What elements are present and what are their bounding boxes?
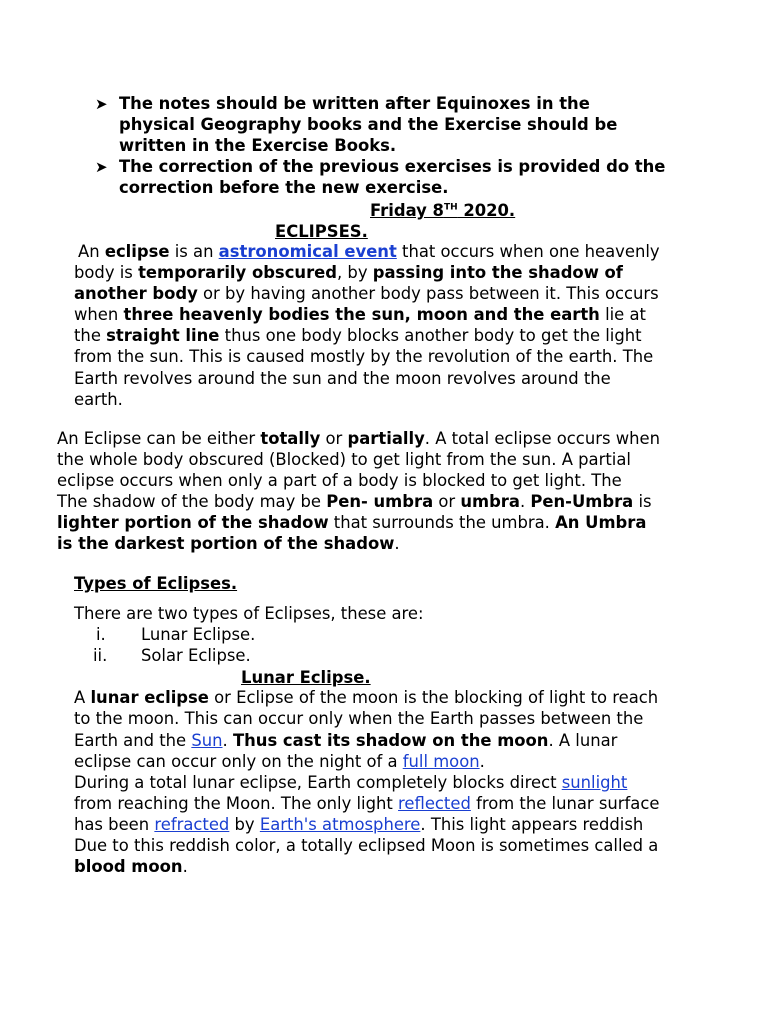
lunar-line-9: blood moon. [74,857,188,876]
sun-link[interactable]: Sun [191,731,223,750]
lunar-line-3: Earth and the Sun. Thus cast its shadow on the moon. A lunar [74,731,618,750]
p1-line-7: Earth revolves around the sun and the moon revolves around the [74,369,611,388]
p1-line-3: another body or by having another body pass between it. This occurs [74,284,659,303]
p1-line-1: An eclipse is an astronomical event that occurs when one heavenly [78,242,660,261]
full-moon-link[interactable]: full moon [402,752,480,771]
p2-line-4: The shadow of the body may be Pen- umbra or umbra. Pen-Umbra is [57,492,652,511]
p1-line-5: the straight line thus one body blocks another body to get the light [74,326,642,345]
page-title: ECLIPSES. [275,222,368,241]
reflected-link[interactable]: reflected [398,794,471,813]
lunar-heading: Lunar Eclipse. [241,668,371,687]
bullet-1-line-2: physical Geography books and the Exercise should be [119,115,618,134]
p2-line-2: the whole body obscured (Blocked) to get light from the sun. A partial [57,450,631,469]
astronomical-event-link[interactable]: astronomical event [218,242,397,261]
p2-line-5: lighter portion of the shadow that surrounds the umbra. An Umbra [57,513,647,532]
types-heading: Types of Eclipses. [74,574,238,593]
p1-line-6: from the sun. This is caused mostly by the revolution of the earth. The [74,347,654,366]
lunar-line-8: Due to this reddish color, a totally eclipsed Moon is sometimes called a [74,836,659,855]
p1-line-4: when three heavenly bodies the sun, moon and the earth lie at [74,305,646,324]
list-item-number: i. [96,625,106,644]
date-heading: Friday 8TH 2020. [370,201,516,220]
bullet-1-line-1: The notes should be written after Equinoxes in the [119,94,590,113]
refracted-link[interactable]: refracted [154,815,230,834]
lunar-line-7: has been refracted by Earth's atmosphere. This light appears reddish [74,815,644,834]
arrow-bullet-icon: ➤ [95,95,108,113]
list-item: Lunar Eclipse. [141,625,256,644]
bullet-1-line-3: written in the Exercise Books. [119,136,397,155]
p2-line-6: is the darkest portion of the shadow. [57,534,400,553]
p1-line-2: body is temporarily obscured, by passing into the shadow of [74,263,623,282]
types-intro: There are two types of Eclipses, these are: [74,604,424,623]
earths-atmosphere-link[interactable]: Earth's atmosphere [259,815,421,834]
lunar-line-2: to the moon. This can occur only when the Earth passes between the [74,709,644,728]
bullet-2-line-1: The correction of the previous exercises is provided do the [119,157,666,176]
p2-line-1: An Eclipse can be either totally or partially. A total eclipse occurs when [57,429,660,448]
bullet-2-line-2: correction before the new exercise. [119,178,449,197]
p1-line-8: earth. [74,390,123,409]
lunar-line-4: eclipse can occur only on the night of a full moon. [74,752,485,771]
p2-line-3: eclipse occurs when only a part of a body is blocked to get light. The [57,471,622,490]
list-item: Solar Eclipse. [141,646,251,665]
sunlight-link[interactable]: sunlight [561,773,628,792]
arrow-bullet-icon: ➤ [95,158,108,176]
lunar-line-5: During a total lunar eclipse, Earth completely blocks direct sunlight [74,773,628,792]
lunar-line-6: from reaching the Moon. The only light reflected from the lunar surface [74,794,660,813]
lunar-line-1: A lunar eclipse or Eclipse of the moon is the blocking of light to reach [74,688,659,707]
list-item-number: ii. [93,646,108,665]
